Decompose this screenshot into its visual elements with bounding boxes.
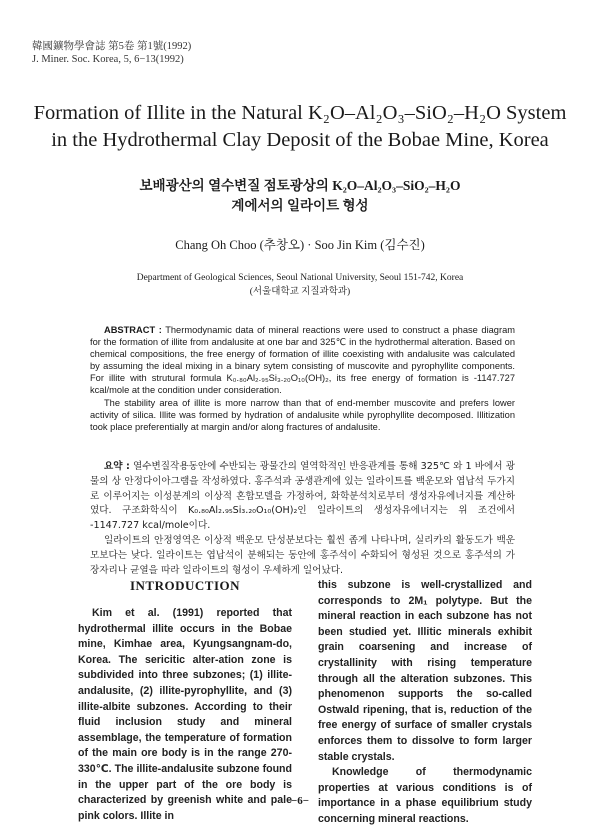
affiliation <box>60 271 540 299</box>
korean-abstract-paragraph-2: 일라이트의 안정영역은 이상적 백운모 단성분보다는 훨씬 좁게 나타나며, 실리카의 활동도가 백운모보다는 낮다. 일라이트는 엽납석이 분해되는 동안에 홍주석이 수화되어 형성된 것으로 홍주석의 가장자리나 균열을 따라 일라이트의 형성이 우세하게 일어났다. <box>90 534 515 576</box>
intro-paragraph-2: Knowledge of thermodynamic properties at various conditions is of importance in a phase equilibrium study concerning mineral reactions. <box>318 766 532 825</box>
abstract-paragraph-1 <box>90 324 515 397</box>
page-number: −6− <box>290 795 310 807</box>
abstract-label: ABSTRACT : <box>104 325 162 335</box>
affiliation-english: Department of Geological Sciences, Seoul National University, Seoul 151-742, Korea <box>136 273 464 283</box>
korean-title-line-2: 계에서의 일라이트 형성 <box>231 198 369 213</box>
abstract-text-1: Thermodynamic data of mineral reactions were used to construct a phase diagram for the formation of illite from andalusite at one bar and 325℃ in the hydrothermal alteration. Based on chemical compositions, the free energy of formation of illite coexisting with andalusite was calculated by assuming the ideal mixing in a binary sytem consisting of muscovite and pyrophyllite components. For illite with strutural formula K₀.₈₀Al₂.₉₅Si₃.₂₀O₁₀(OH)₂, its free energy of formation is -1147.727 kcal/mole at the condition under consideration. <box>90 325 515 396</box>
authors: Chang Oh Choo (추창오) · Soo Jin Kim (김수진) <box>175 238 425 252</box>
korean-abstract-paragraph-1 <box>90 460 515 534</box>
intro-paragraph-1-continued: this subzone is well-crystallized and corresponds to 2M₁ polytype. But the mineral reaction in each subzone has not been studied yet. Illitic minerals exhibit grain coarsening and increase of crystallinity with rising temperature through all the alteration subzones. This phenomenon supports the so-called Ostwald ripening, that is, reduction of the free energy of surface of smaller crystals enforces them to dissolve to form larger stable crystals. <box>318 579 532 763</box>
paper-title-line-1: Formation of Illite in the Natural K₂O–Al₂O₃–SiO₂–H₂O System <box>33 102 567 124</box>
affiliation-korean: (서울대학교 지질과학과) <box>249 287 351 297</box>
korean-abstract-label: 요약 : <box>104 461 130 472</box>
korean-title-line-1: 보배광산의 열수변질 점토광상의 K₂O–Al₂O₃–SiO₂–H₂O <box>139 178 461 193</box>
journal-citation-korean: 韓國鑛物學會誌 第5卷 第1號(1992) <box>32 41 192 52</box>
korean-abstract <box>90 460 515 578</box>
journal-citation <box>32 40 191 66</box>
left-column <box>78 606 292 824</box>
paper-title <box>30 100 570 154</box>
korean-title <box>60 176 540 216</box>
abstract-paragraph-2: The stability area of illite is more narrow than that of end-member muscovite and prefers lower activity of silica. Illite was formed by hydration of andalusite while pyrophyllite decomposed. Illitization took place preferentially at margin and/or along fractures of andalusite. <box>90 397 515 432</box>
abstract <box>90 324 515 433</box>
journal-citation-english: J. Miner. Soc. Korea, 5, 6−13(1992) <box>32 54 184 65</box>
korean-abstract-text-1: 열수변질작용동안에 수반되는 광물간의 열역학적인 반응관계를 통해 325℃ 와 1 바에서 광물의 상 안정다이아그램을 작성하였다. 홍주석과 공생관계에 있는 일라이트를 백운모와 엽납석 두가지로 이루어지는 이성분계의 이상적 혼합모델을 가정하여, 화학분석치로부터 생성자유에너지를 계산하였다. 구조화학식이 K₀.₈₀Al₂.₉₅Si₃.₂₀O₁₀(OH)₂인 일라이트의 생성자유에너지는 위 조건에서 -1147.727 kcal/mole이다. <box>90 461 515 532</box>
intro-paragraph-1: Kim et al. (1991) reported that hydrothermal illite occurs in the Bobae mine, Kimhae area, Kyungsangnam-do, Korea. The sericitic alter-ation zone is subdivided into three subzones; (1) illite-andalusite, (2) illite-pyrophyllite, and (3) illite-albite subzones. According to their fluid inclusion study and mineral assemblage, the temperature of formation of the main ore body is in the range 270-330℃. The illite-andalusite subzone found in the upper part of the ore body is characterized by greenish white and pale pink colors. Illite in <box>78 607 292 822</box>
section-heading-introduction: INTRODUCTION <box>129 578 240 593</box>
paper-title-line-2: in the Hydrothermal Clay Deposit of the Bobae Mine, Korea <box>51 129 549 151</box>
right-column <box>318 578 532 828</box>
